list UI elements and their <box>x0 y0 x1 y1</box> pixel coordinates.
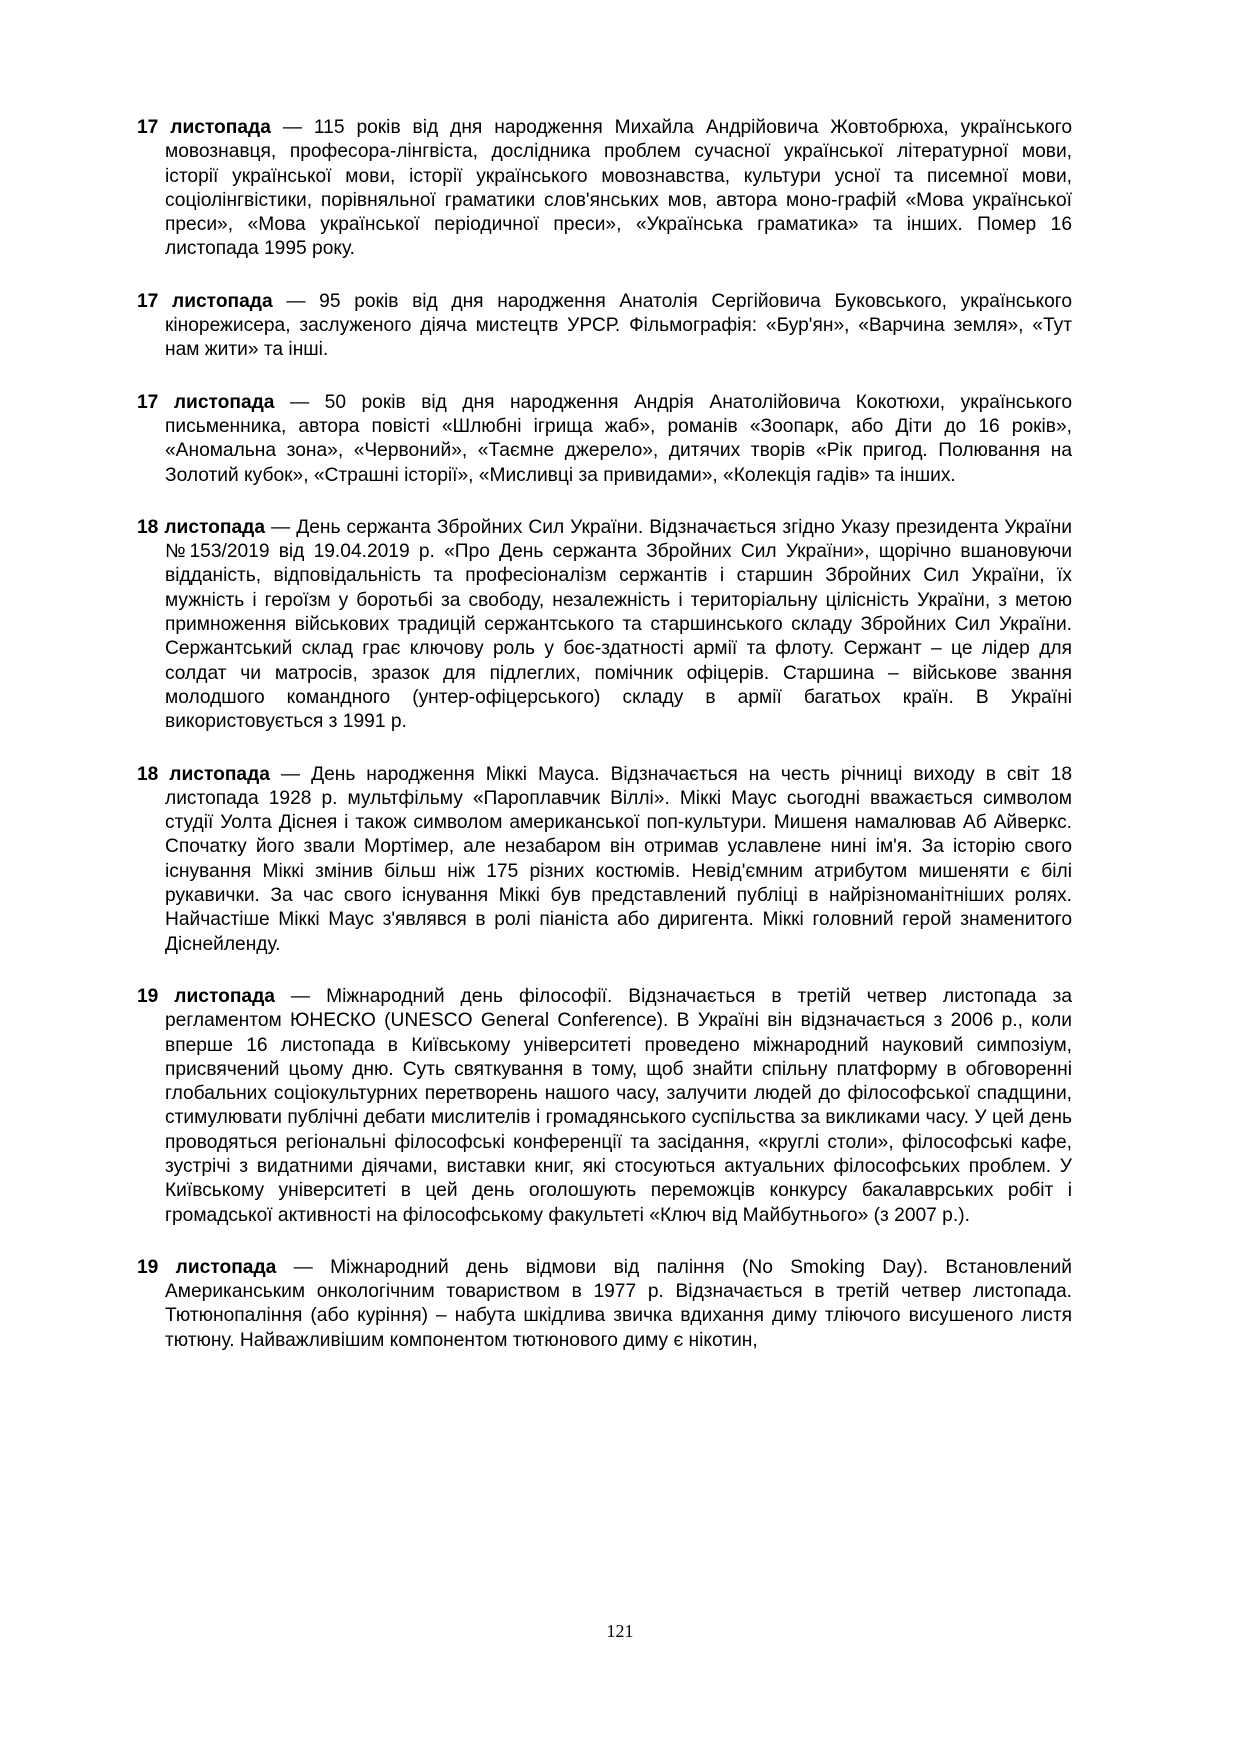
entry-text: — 115 років від дня народження Михайла Андрійовича Жовтобрюха, українського мовознавця, професора-лінгвіста, дослідника проблем сучасної української літературної мови, історії української мови, історії українського мовознавства, культури усної та писемної мови, соціолінгвістики, порівняльної граматики слов'янських мов, автора моно-графій «Мова української преси», «Мова української періодичної преси», «Українська граматика» та інших. Помер 16 листопада 1995 року. <box>165 117 1072 260</box>
entry-text: — Міжнародний день філософії. Відзначається в третій четвер листопада за регламентом ЮНЕСКО (UNESCO General Conference). В Україні він відзначається з 2006 р., коли вперше 16 листопада в Київському університеті проведено міжнародний науковий симпозіум, присвячений цьому дню. Суть святкування в тому, щоб знайти спільну платформу в обговоренні глобальних соціокультурних перетворень нашого часу, залучити людей до філософської спадщини, стимулювати публічні дебати мислителів і громадянського суспільства за викликами часу. У цей день проводяться регіональні філософські конференції та засідання, «круглі столи», філософські кафе, зустрічі з видатними діячами, виставки книг, які стосуються актуальних філософських проблем. У Київському університеті в цей день оголошують переможців конкурсу бакалаврських робіт і громадської активності на філософському факультеті «Ключ від Майбутнього» (з 2007 р.). <box>165 985 1072 1226</box>
entry-text: — 95 років від дня народження Анатолія Сергійовича Буковського, українського кінорежисера, заслуженого діяча мистецтв УРСР. Фільмографія: «Бур'ян», «Варчина земля», «Тут нам жити» та інші. <box>165 290 1072 361</box>
entry-text: — День народження Міккі Мауса. Відзначається на честь річниці виходу в світ 18 листопада 1928 р. мультфільму «Пароплавчик Віллі». Міккі Маус сьогодні вважається символом студії Уолта Діснея і також символом американської поп-культури. Мишеня намалював Аб Айверкс. Спочатку його звали Мортімер, але незабаром він отримав уславлене нині ім'я. За історію свого існування Міккі змінив більш ніж 175 різних костюмів. Невід'ємним атрибутом мишеняти є білі рукавички. За час свого існування Міккі був представлений публіці в найрізноманітніших ролях. Найчастіше Міккі Маус з'являвся в ролі піаніста або диригента. Міккі головний герой знаменитого Діснейленду. <box>165 763 1072 955</box>
calendar-entry <box>137 1256 1072 1353</box>
entry-date: 19 листопада <box>137 1256 277 1278</box>
calendar-entry <box>137 516 1072 735</box>
calendar-entry <box>137 290 1072 363</box>
page-number: 121 <box>606 1621 634 1641</box>
entry-date: 18 листопада <box>137 763 270 785</box>
entry-date: 17 листопада <box>137 117 271 138</box>
entry-date: 17 листопада <box>137 290 273 312</box>
calendar-entry <box>137 116 1072 262</box>
entry-text: — 50 років від дня народження Андрія Анатолійовича Кокотюхи, українського письменника, автора повісті «Шлюбні ігрища жаб», романів «Зоопарк, або Діти до 16 років», «Аномальна зона», «Червоний», «Таємне джерело», дитячих творів «Рік пригод. Полювання на Золотий кубок», «Страшні історії», «Мисливці за привидами», «Колекція гадів» та інших. <box>165 391 1072 486</box>
calendar-entry <box>137 763 1072 957</box>
entry-date: 19 листопада <box>137 985 275 1007</box>
entry-text: — День сержанта Збройних Сил України. Відзначається згідно Указу президента України №153/2019 від 19.04.2019 р. «Про День сержанта Збройних Сил України», щорічно вшановуючи відданість, відповідальність та професіоналізм сержантів і старшин Збройних Сил України, їх мужність і героїзм у боротьбі за свободу, незалежність і територіальну цілісність України, з метою примноження військових традицій сержантського та старшинського складу Збройних Сил України. Сержантський склад грає ключову роль у боє-здатності армії та флоту. Сержант – це лідер для солдат чи матросів, зразок для підлеглих, помічник офіцерів. Старшина – військове звання молодшого командного (унтер-офіцерського) складу в армії багатьох країн. В Україні використовується з 1991 р. <box>165 516 1072 733</box>
entry-text: — Міжнародний день відмови від паління (No Smoking Day). Встановлений Американським онкологічним товариством в 1977 р. Відзначається в третій четвер листопада. Тютюнопаління (або куріння) – набута шкідлива звичка вдихання диму тліючого висушеного листя тютюну. Найважливішим компонентом тютюнового диму є нікотин, <box>165 1256 1072 1351</box>
calendar-entry <box>137 391 1072 488</box>
calendar-entry <box>137 985 1072 1228</box>
entry-date: 18 листопада <box>137 516 265 538</box>
entry-date: 17 листопада <box>137 391 275 413</box>
document-body <box>137 116 1072 1381</box>
